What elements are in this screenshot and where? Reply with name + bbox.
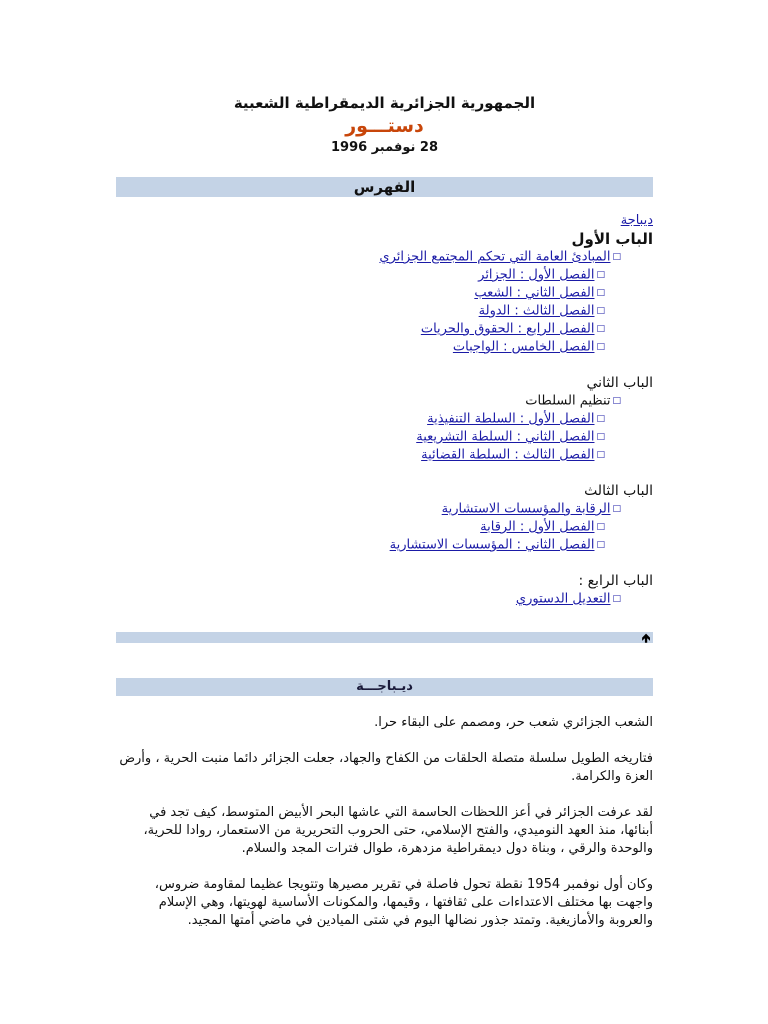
part-2-title: الباب الثاني	[586, 375, 653, 391]
toc-chapter-row	[116, 284, 653, 302]
bullet-icon: □	[596, 324, 605, 334]
chapter-link[interactable]: الفصل الأول : الرقابة	[480, 519, 595, 535]
paragraph: فتاريخه الطويل سلسلة متصلة الحلقات من الكفاح والجهاد، جعلت الجزائر دائما منبت الحرية ، وأرض العزة والكرامة.	[119, 751, 653, 784]
preamble-link[interactable]: ديباجة	[620, 213, 653, 228]
index-label: الفهرس	[353, 178, 416, 196]
bullet-icon: □	[596, 522, 605, 532]
bullet-icon: □	[596, 432, 605, 442]
preamble-header-bar	[116, 678, 653, 696]
toc-chapter-row	[116, 536, 653, 554]
bullet-icon: □	[612, 504, 621, 514]
toc-chapter-row	[116, 302, 653, 320]
toc-chapter-row	[116, 338, 653, 356]
chapter-link[interactable]: الفصل الثالث : السلطة القضائية	[421, 447, 595, 463]
part-3-heading-link[interactable]: الرقابة والمؤسسات الاستشارية	[441, 501, 611, 517]
bullet-icon: □	[612, 252, 621, 262]
arrow-up-icon[interactable]: 🡹	[641, 631, 651, 645]
chapter-link[interactable]: الفصل الأول : الجزائر	[478, 267, 595, 283]
spacer	[116, 464, 653, 482]
part-4-heading-row	[116, 590, 653, 608]
index-header-bar	[116, 177, 653, 197]
chapter-link[interactable]: الفصل الخامس : الواجبات	[452, 339, 595, 355]
chapter-link[interactable]: الفصل الثالث : الدولة	[478, 303, 595, 319]
bullet-icon: □	[596, 450, 605, 460]
part-1-title: الباب الأول	[571, 230, 653, 248]
document-date: 28 نوفمبر 1996	[331, 140, 438, 155]
part-1-heading-row	[116, 248, 653, 266]
bullet-icon: □	[612, 594, 621, 604]
spacer	[116, 356, 653, 374]
chapter-link[interactable]: الفصل الثاني : المؤسسات الاستشارية	[389, 537, 595, 553]
document-title: دستـــور	[345, 115, 424, 137]
chapter-link[interactable]: الفصل الأول : السلطة التنفيذية	[427, 411, 595, 427]
part-4-heading-link[interactable]: التعديل الدستوري	[515, 591, 611, 607]
preamble-text	[116, 714, 653, 948]
bullet-icon: □	[596, 342, 605, 352]
part-1-heading-link[interactable]: المبادئ العامة التي تحكم المجتمع الجزائري	[379, 249, 611, 265]
part-4-title: الباب الرابع :	[578, 573, 653, 589]
toc-chapter-row	[116, 320, 653, 338]
country-name: الجمهورية الجزائرية الديمقراطية الشعبية	[233, 94, 536, 112]
table-of-contents	[116, 212, 653, 608]
bullet-icon: □	[612, 396, 621, 406]
back-to-top-bar	[116, 632, 653, 643]
chapter-link[interactable]: الفصل الثاني : السلطة التشريعية	[416, 429, 595, 445]
part-3-title: الباب الثالث	[584, 483, 653, 499]
paragraph: وكان أول نوفمبر 1954 نقطة تحول فاصلة في تقرير مصيرها وتتويجا عظيما لمقاومة ضروس، واجهت بها مختلف الاعتداءات على ثقافتها ، وقيمها، والمكونات الأساسية لهويتها، وهي الإسلام والعروبة والأمازيغية. وتمتد جذور نضالها اليوم في شتى الميادين في ماضي أمتها المجيد.	[154, 877, 653, 928]
spacer	[116, 554, 653, 572]
document-header	[116, 92, 653, 158]
part-3-heading-row	[116, 500, 653, 518]
bullet-icon: □	[596, 306, 605, 316]
bullet-icon: □	[596, 270, 605, 280]
chapter-link[interactable]: الفصل الثاني : الشعب	[474, 285, 595, 301]
bullet-icon: □	[596, 414, 605, 424]
chapter-link[interactable]: الفصل الرابع : الحقوق والحريات	[420, 321, 595, 337]
toc-chapter-row	[116, 266, 653, 284]
toc-preamble-row	[116, 212, 653, 230]
toc-chapter-row	[116, 446, 653, 464]
bullet-icon: □	[596, 540, 605, 550]
paragraph: الشعب الجزائري شعب حر، ومصمم على البقاء حرا.	[374, 715, 653, 730]
paragraph: لقد عرفت الجزائر في أعز اللحظات الحاسمة التي عاشها البحر الأبيض المتوسط، كيف تجد في أبنائها، منذ العهد النوميدي، والفتح الإسلامي، حتى الحروب التحريرية من الاستعمار، روادا للحرية، والوحدة والرقي ، وبناة دول ديمقراطية مزدهرة، طوال فترات المجد والسلام.	[143, 805, 653, 856]
toc-chapter-row	[116, 410, 653, 428]
part-2-heading: تنظيم السلطات	[525, 393, 611, 409]
toc-chapter-row	[116, 428, 653, 446]
preamble-title: ديـباجـــة	[356, 679, 413, 694]
toc-chapter-row	[116, 518, 653, 536]
part-2-heading-row	[116, 392, 653, 410]
bullet-icon: □	[596, 288, 605, 298]
